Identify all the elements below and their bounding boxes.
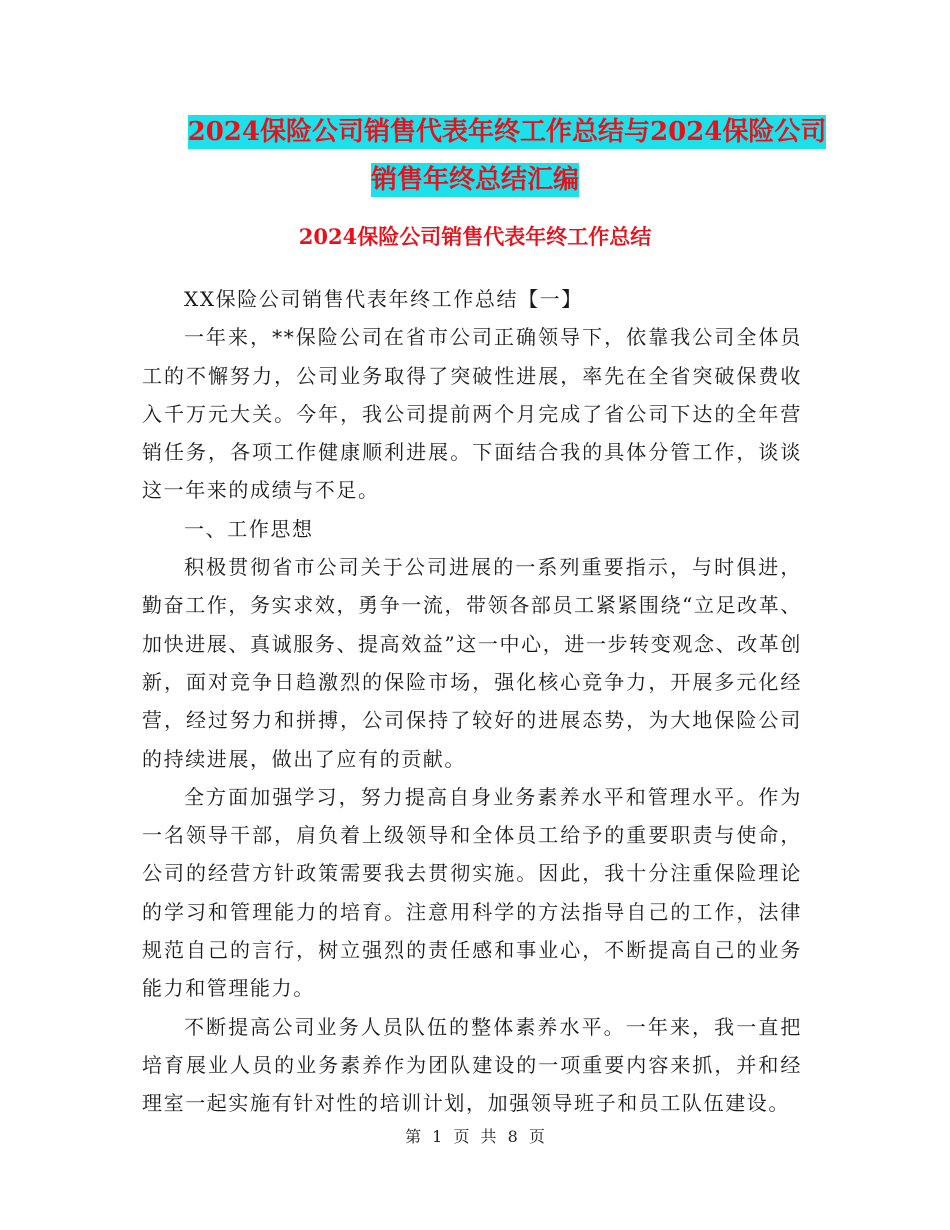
- section-title: 2024保险公司销售代表年终工作总结: [298, 224, 652, 249]
- paragraph-subtitle: XX保险公司销售代表年终工作总结【一】: [184, 287, 583, 311]
- document-title: [0, 108, 950, 204]
- page-number-footer: 第 1 页 共 8 页: [405, 1127, 545, 1146]
- paragraph: 积极贯彻省市公司关于公司进展的一系列重要指示，与时俱进，勤奋工作，务实求效，勇争一流，带领各部员工紧紧围绕“立足改革、加快进展、真诚服务、提高效益”这一中心，进一步转变观念、改革创新，面对竞争日趋激烈的保险市场，强化核心竞争力，开展多元化经营，经过努力和拼搏，公司保持了较好的进展态势，为大地保险公司的持续进展，做出了应有的贡献。: [142, 555, 802, 771]
- title-line-1: 2024保险公司销售代表年终工作总结与2024保险公司: [187, 117, 827, 147]
- paragraph: 一年来，**保险公司在省市公司正确领导下，依靠我公司全体员工的不懈努力，公司业务取得了突破性进展，率先在全省突破保费收入千万元大关。今年，我公司提前两个月完成了省公司下达的全年营销任务，各项工作健康顺利进展。下面结合我的具体分管工作，谈谈这一年来的成绩与不足。: [142, 325, 802, 503]
- title-line-2: 销售年终总结汇编: [370, 165, 579, 195]
- paragraph: 全方面加强学习，努力提高自身业务素养水平和管理水平。作为一名领导干部，肩负着上级领导和全体员工给予的重要职责与使命，公司的经营方针政策需要我去贯彻实施。因此，我十分注重保险理论的学习和管理能力的培育。注意用科学的方法指导自己的工作，法律规范自己的言行，树立强烈的责任感和事业心，不断提高自己的业务能力和管理能力。: [142, 784, 802, 1001]
- paragraph-heading: 一、工作思想: [184, 516, 314, 541]
- document-body: [142, 280, 802, 1123]
- paragraph: 不断提高公司业务人员队伍的整体素养水平。一年来，我一直把培育展业人员的业务素养作为团队建设的一项重要内容来抓，并和经理室一起实施有针对性的培训计划，加强领导班子和员工队伍建设。: [142, 1014, 802, 1116]
